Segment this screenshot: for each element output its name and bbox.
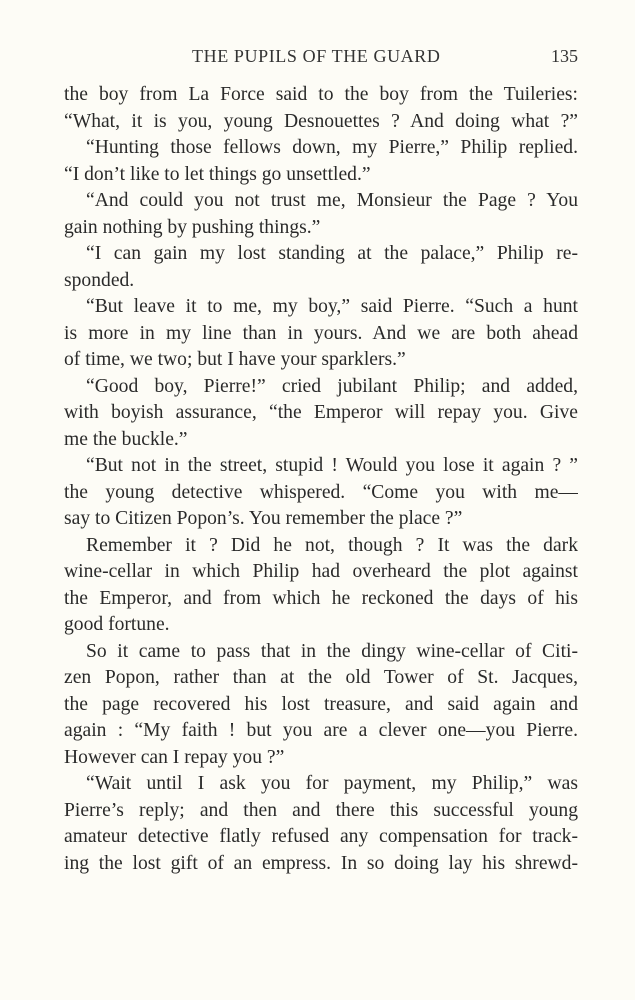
running-title: THE PUPILS OF THE GUARD: [192, 46, 441, 66]
text-line: with boyish assurance, “the Emperor will repay you. Give: [64, 402, 578, 423]
text-line: zen Popon, rather than at the old Tower of St. Jacques,: [64, 667, 578, 688]
text-line: the Emperor, and from which he reckoned the days of his: [64, 587, 578, 609]
text-line: amateur detective flatly refused any compensation for track-: [64, 826, 578, 847]
text-line: “Hunting those fellows down, my Pierre,” Philip replied.: [86, 137, 578, 158]
text-line: say to Citizen Popon’s. You remember the place ?”: [64, 508, 463, 529]
text-line: ing the lost gift of an empress. In so doing lay his shrewd-: [64, 852, 578, 874]
text-line: again : “My faith ! but you are a clever one—you Pierre.: [64, 720, 578, 741]
text-line: Pierre’s reply; and then and there this successful young: [64, 799, 578, 821]
text-line: “But not in the street, stupid ! Would you lose it again ? ”: [86, 455, 578, 476]
text-line: good fortune.: [64, 614, 170, 635]
text-line: of time, we two; but I have your sparklers.”: [64, 349, 406, 370]
body-text: [64, 82, 578, 877]
text-line: Remember it ? Did he not, though ? It was the dark: [86, 534, 578, 556]
text-line: the young detective whispered. “Come you with me—: [64, 481, 578, 503]
text-line: “Good boy, Pierre!” cried jubilant Philip; and added,: [86, 375, 578, 397]
text-line: is more in my line than in yours. And we are both ahead: [64, 322, 578, 344]
text-line: wine-cellar in which Philip had overheard the plot against: [64, 561, 578, 582]
text-line: the page recovered his lost treasure, and said again and: [64, 693, 578, 715]
text-line: So it came to pass that in the dingy wine-cellar of Citi-: [86, 640, 578, 662]
text-line: “I can gain my lost standing at the palace,” Philip re-: [86, 243, 578, 264]
text-line: “I don’t like to let things go unsettled.”: [64, 163, 371, 185]
text-line: “And could you not trust me, Monsieur the Page ? You: [86, 190, 578, 211]
text-line: the boy from La Force said to the boy from the Tuileries:: [64, 84, 578, 105]
text-line: me the buckle.”: [64, 428, 188, 450]
text-line: “Wait until I ask you for payment, my Philip,” was: [86, 773, 578, 794]
text-line: “What, it is you, young Desnouettes ? And doing what ?”: [64, 110, 578, 132]
text-line: “But leave it to me, my boy,” said Pierre. “Such a hunt: [86, 296, 578, 317]
text-line: gain nothing by pushing things.”: [64, 216, 321, 238]
page-number: 135: [551, 46, 578, 66]
text-line: sponded.: [64, 269, 135, 291]
text-line: However can I repay you ?”: [64, 746, 285, 768]
